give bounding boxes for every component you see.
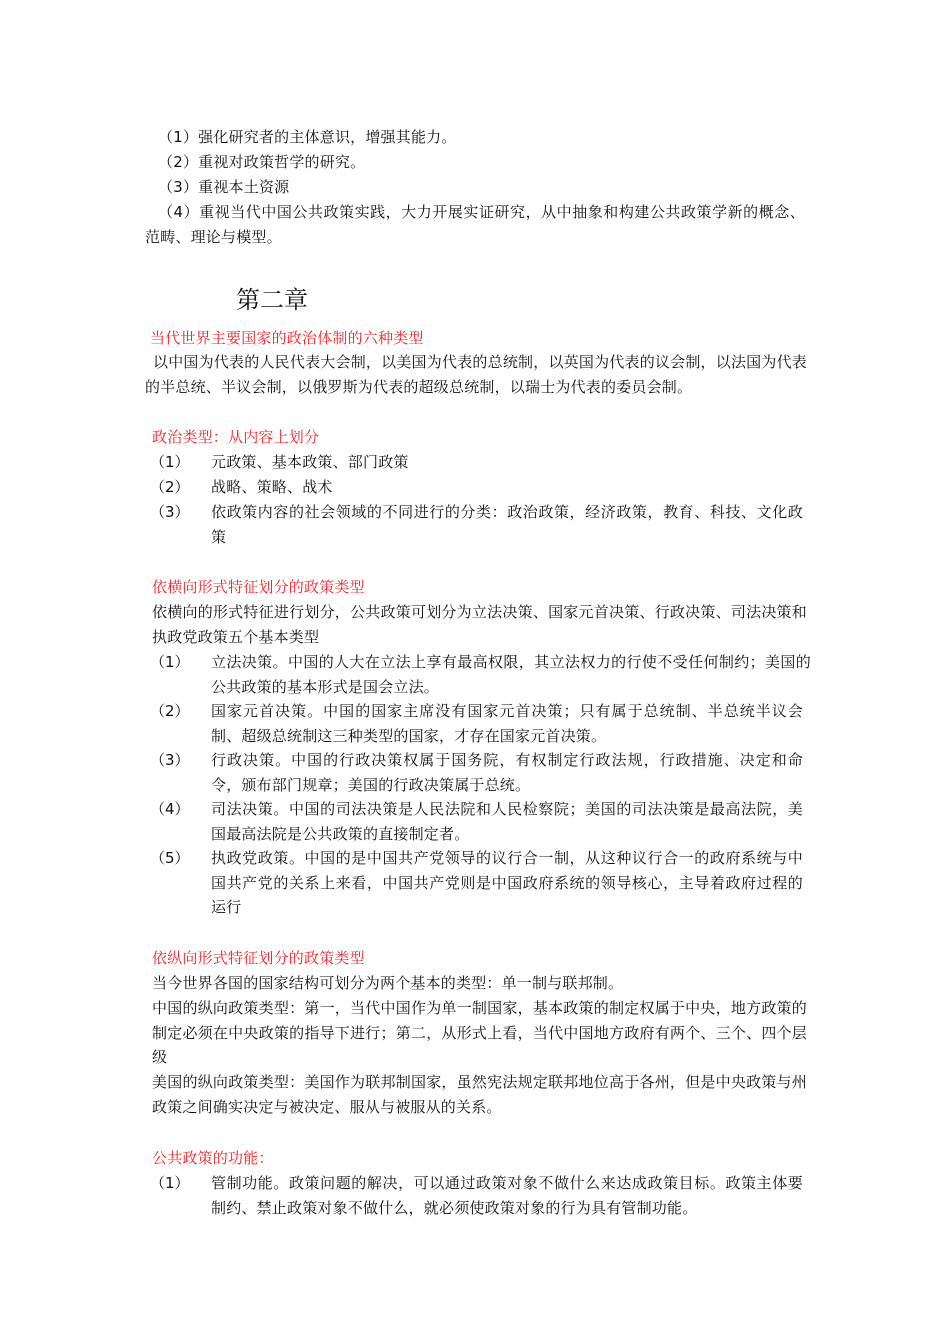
list-item: 管制功能。政策问题的解决，可以通过政策对象不做什么来达成政策目标。政策主体要制约、禁止政策对象不做什么，就必须使政策对象的行为具有管制功能。 [211,1174,803,1217]
section-heading-political-systems: 当代世界主要国家的政治体制的六种类型 [150,329,424,347]
section-body-horizontal-types: 依横向的形式特征进行划分，公共政策可划分为立法决策、国家元首决策、行政决策、司法决策和执政党政策五个基本类型 [152,603,807,646]
list-item: 执政党政策。中国的是中国共产党领导的议行合一制，从这种议行合一的政府系统与中国共产党的关系上来看，中国共产党则是中国政府系统的领导核心，主导着政府过程的运行 [211,849,803,916]
section-heading-content-types: 政治类型：从内容上划分 [152,428,320,446]
list-number: （1） [150,1174,190,1192]
section-body-political-systems: 以中国为代表的人民代表大会制，以美国为代表的总统制，以英国为代表的议会制，以法国为代表的半总统、半议会制，以俄罗斯为代表的超级总统制，以瑞士为代表的委员会制。 [145,353,807,396]
list-item: 司法决策。中国的司法决策是人民法院和人民检察院；美国的司法决策是最高法院，美国最高法院是公共政策的直接制定者。 [211,800,803,843]
chapter-title: 第二章 [236,286,308,314]
list-number: （3） [150,751,190,769]
section-heading-policy-functions: 公共政策的功能： [152,1149,274,1167]
section-heading-horizontal-types: 依横向形式特征划分的政策类型 [152,578,365,596]
section-paragraph: 中国的纵向政策类型：第一，当代中国作为单一制国家，基本政策的制定权属于中央，地方政策的制定必须在中央政策的指导下进行；第二，从形式上看，当代中国地方政府有两个、三个、四个层级 [152,999,807,1066]
list-item: 战略、策略、战术 [211,478,333,496]
list-item: 立法决策。中国的人大在立法上享有最高权限，其立法权力的行使不受任何制约；美国的公共政策的基本形式是国会立法。 [211,653,811,696]
list-number: （2） [150,702,190,720]
list-number: （1） [150,453,190,471]
list-item: 依政策内容的社会领域的不同进行的分类：政治政策，经济政策，教育、科技、文化政策 [211,503,803,546]
section-heading-vertical-types: 依纵向形式特征划分的政策类型 [152,949,365,967]
list-number: （4） [150,800,190,818]
section-paragraph: 当今世界各国的国家结构可划分为两个基本的类型：单一制与联邦制。 [152,974,624,992]
list-item: 国家元首决策。中国的国家主席没有国家元首决策；只有属于总统制、半总统半议会制、超级总统制这三种类型的国家，才存在国家元首决策。 [211,702,803,745]
list-item: 元政策、基本政策、部门政策 [211,453,409,471]
list-item: 行政决策。中国的行政决策权属于国务院，有权制定行政法规，行政措施、决定和命令，颁布部门规章；美国的行政决策属于总统。 [211,751,803,794]
intro-item-1: （1）强化研究者的主体意识，增强其能力。 [158,128,457,146]
list-number: （3） [150,503,190,521]
intro-item-2: （2）重视对政策哲学的研究。 [158,153,366,171]
intro-item-4: （4）重视当代中国公共政策实践，大力开展实证研究，从中抽象和构建公共政策学新的概念、范畴、理论与模型。 [145,203,805,246]
list-number: （5） [150,849,190,867]
section-paragraph: 美国的纵向政策类型：美国作为联邦制国家，虽然宪法规定联邦地位高于各州，但是中央政策与州政策之间确实决定与被决定、服从与被服从的关系。 [152,1073,807,1116]
intro-item-3: （3）重视本土资源 [158,178,290,196]
list-number: （1） [150,653,190,671]
list-number: （2） [150,478,190,496]
